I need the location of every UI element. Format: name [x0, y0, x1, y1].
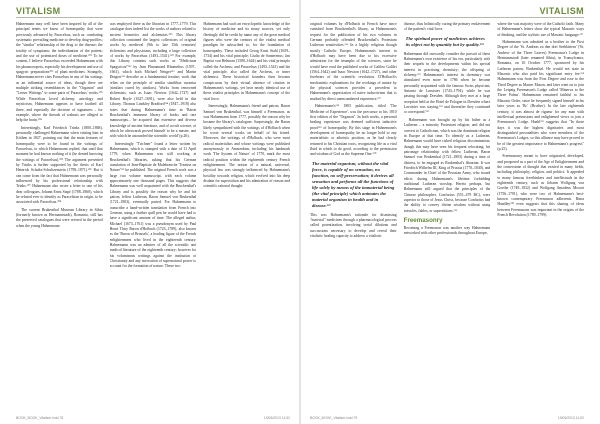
folio-file: BOOK_BOOK_Vitalism.indd 78 — [16, 416, 64, 420]
paragraph: Hahnemann's²¹⁸ 1805 publication, titled 'The Medicine of Experience', was the precursor to his 1810 first edition of the "Organon". In both works, a personal healing experience was deemed sufficient inductive proof²¹⁹ of homeopathy. By this stage in Hahnemann's development of homeopathy he no longer held to any materialistic or atheistic position, as he had clearly returned to his Christian roots, recognizing life as a vital fluid in which to do good, according to the permission and wisdom of God as the Supreme One.²²⁰ — [310, 104, 397, 157]
running-header: VITALISM — [16, 6, 61, 16]
section-heading: Freemasonry — [403, 217, 443, 224]
folio-file: BOOK_BOOK_Vitalism.indd 79 — [310, 416, 358, 420]
paragraph: where the vast majority were of the Catholic faith. Many of Hahnemann's letters show the typical Masonic ways of thinking, and the stylistic use of Masonic language.²²⁷ — [497, 22, 585, 37]
paragraph: was employed there as the librarian in 1777–1779. This catalogue does indeed list the works of authors related to ancient hermetics and alchemists.²⁰⁹ This library collection contained the largest collections of original works by medieval (9th to late 15th centuries) alchemists and physicians, including a large collection of works by Paracelsus (1493–1541).²¹⁰ For example, this Library contains such works as "Medicinae Spagyricae"²¹¹ by Jean Pharamond Rhumelius (1597–1661), which both Michael Neuger²¹² and Martin Dingerr²¹³ describe as a fundamental treatise; work that relies on the principle of similia similibus curantur (similars cured by similars). Works from renowned alchemists, such as Isaac Newton (1642–1727) and Robert Boyle (1627–1691), were also held in this Library. Thomas Lindsley Bradford²¹⁴ (1847–1918) also notes that during Hahnemann's time in 'Baron Bruckenthal's immense library of books and rare manuscripts... he acquired that extensive and diverse knowledge of ancient literature, and of occult science, of which he afterwards proved himself to be a master, and with which he astounded the scientific world' (p.26). — [109, 22, 197, 139]
header-rule — [16, 17, 290, 18]
paragraph: This was Hahnemann's rationale for dismissing "material" medicines through a pharmacological process called potentization, involving serial dilutions and succussions necessary to develop and reveal their vitalistic healing capacity to address a vitalistic — [310, 212, 397, 238]
paragraph: Interestingly "Trichner" found a letter written by Hahnemann, which is stamped with a date of 11 April 1779, when Hahnemann was still working at Bruckenthal's libraries, asking that his German translation of Jean-Baptiste de Malebranche 'Treatise on Nature'²¹⁵ be published. The original French work was a large two volume manuscript, with each volume approximately one thousand pages. This suggests that Hahnemann was well acquainted with the Bruckenthal's Library and is possibly the reason why he and his patron, fellow Lutheran, Baron Samuel von Brukenthal (1721–1803), eventually parted. For Hahnemann to transcribe a hand-written translation from French into German, using a feather quill pen he would have had to have a significant amount of time. The alleged author, Michael (1673–1761) was a pseudonym used by Paul Henri Thiry Baron d'Holbach (1723–1789), also known as the 'Baron of Brussels', a leading figure of the French enlightenment who lived in the eighteenth century. Hahnemann was an admirer of all the scientific and medical literature of the eighteenth century; however for his voluminous writings against the institution of Christianity and any invocation of supernatural power to account for the formation of nature. These two — [109, 141, 197, 269]
paragraph: Interestingly, Hahnemann's friend and patron, Baron Samuel von Brukenthal, was himself a Freemason, as was Hahnemann from 1777, possibly the reason why he became the library's cataloguer. Surprisingly, the Baron likely sympathized with the writings of d'Holbach when he wrote several works on behalf of his friend. Moreover, the writings of d'Holbach, who were most radical materialists and whose writings were published anonymously in Amsterdam, including his landmark work 'The System of Nature' of 1770, mark the most radical position within the eighteenth century French enlightenment. The notion of a natural, universal, physical law was strongly influenced by Hahnemann's hostility towards religion, which evolved into his deep disdain for superstition and his admiration of reason and scientific rational thought. — [203, 104, 291, 189]
text-column-2 — [110, 22, 197, 400]
paragraph: The current Brukenthal Museum Library in Sibiu (formerly known as Hermannstadt), Romania, still has the preserved catalogues that were revised in the period when the young Hahnemann — [16, 207, 103, 228]
paragraph: Becoming a Freemason was another way Hahnemann networked with other professionals throughout Europe, — [403, 226, 491, 236]
paragraph: original volumes by d'Holbach in French have since vanished from Bruckenthal's library, as Hahnemann's request for the publication of his two volumes in German probably offended Bruckenthal's Protestant Lutheran sensitivities.²¹⁶ In a highly religious though mostly Catholic Europe, Hahnemann's interest in d'Holbach may have been due to his excessive admiration for the triumphs of the sciences, since he would have read the published works of Galileo Galilei (1564–1642) and Isaac Newton (1642–1727), and other forebears of the scientific revolution. D'Holbach's mechanistic explanations for the workings of nature by the physical sciences provides a precedent to Hahnemann's appreciation of naive inductivism that is marked by direct unencumbered experience.²¹⁷ — [310, 22, 397, 101]
text-column-2 — [404, 22, 491, 400]
paragraph: Hahnemann did outwardly consider the pursuit of these Hahnemann's own existence of his era, particularly with their sequels in the developments within his special interest in practising chemistry; the offspring of alchemy.²²³ Hahnemann's interest in chemistry was stimulated even more in 1786 when he became personally acquainted with the famous Swiss physician, Antonio de Lavoisier (1743–1794), while he was passing through Dresden. Although they met at a large reception held at the Hotel de Pologne in Dresden where Lavoisier was staying,²²⁴ and thereafter they continued to correspond.²²⁵ — [403, 51, 491, 115]
quote-citation: ²²² — [479, 41, 484, 47]
paragraph: Hahnemann was admitted as a brother to the First Degree of the 'St. Andreas zu den drei Seeblättern' ('St. Andrew of the Three Leaves) Freemason's Lodge in Hermannstadt (later renamed Sibiu), in Transylvania, Romania, on 16 October 1777, sponsored by his Lutheran patron, Brukenthal. He would not state in Masonic who also paid his significant entry fee.²²⁸ Hahnemann was from the First Degree and rose to the Third Degree as Master Mason, and later went on to join the Leipzig Freemason's Lodge called 'Minerva to the Three Palms'. Hahnemann remained faithful to his Masonic Order, since he frequently signed himself in his later years as 'Br.' (Brother). In the late eighteenth century, it was almost de rigueur for any man with intellectual pretensions and enlightened views to join a Freemason's Lodge. Haehl²²⁹ suggests that "In those days it was the highest dignitaries and most distinguished personalities who were members of the Freemason's Lodges, so this alliance may have proved to be of the greatest importance to Hahnemann's progress" (p.25). — [497, 40, 585, 151]
quote-text: The spiritual power of medicines achieves its object not by quantity but by quality. — [405, 35, 485, 47]
paragraph: Interestingly, Karl Friedrich Trinks (1800–1868), personally challenged Hahnemann when visiting him in Köthen in 1827, pointing out that the main features of homeopathy were to be found in the writings of Paracelsus, to which Hahnemann replied, that until that moment he had known nothing of it (he denied knowing the writings of Paracelsus).²⁰⁵ The argument presented by Trinks is further supported by the thesis of Karl Heinrich Schultz-Schultzenstein (1798–1871).²⁰⁶ But it can come from the fact that Hahnemann was personally influenced by his professional relationship with Trinks.²⁰⁷ Hahnemann also wrote a letter to one of his dear colleagues, Johann Ernst Stapf (1788–1860), which he refused ever to identify as Paracelsian in origin, to be associated with Paracelsus.²⁰⁸ — [16, 125, 103, 205]
text-column-3 — [203, 22, 290, 400]
text-column-3 — [497, 22, 584, 400]
paragraph: Hahnemann had such an encyclopedic knowledge of the history of medicine and its many sources, yet only fleetingly did he credit by name any of the great medical figures who were the creators of the vitalist medical paradigm he subscribed to, for the foundation of homeopathy. These included Georg Ernst Stahl (1659–1734) and his vital principle; Giulio de Santerenus; Jan Baptist van Helmont (1580–1644) and his vital principle called the Archeus; and Paracelsus (1493–1541) and his vital principle, also called the Archeus, or inner alchemist. These historical founders then become conspicuous by their virtual absence of citation in Hahnemann's writings, yet bear nearly identical use of these vitalist principles in Hahnemann's concept of the vital force. — [203, 22, 291, 101]
quote-text: The material organism, without the vital force, is capable of no sensation, no function, no self-preservation; it derives all sensation and performs all the functions of life solely by means of the immaterial being (the vital principle) which animates the material organism in health and in disease. — [312, 160, 395, 208]
running-header: VITALISM — [539, 6, 584, 16]
text-column-1 — [310, 22, 397, 400]
pull-quote — [406, 36, 489, 48]
text-column-1 — [16, 22, 103, 400]
text-columns — [16, 22, 290, 400]
folio-date: 19/06/2013 11:52 — [263, 416, 290, 420]
text-columns — [310, 22, 584, 400]
header-rule — [310, 17, 584, 18]
paragraph: Freemasonry meant to have originated, developed, and prospered as a part of the Age of Enlightenment and the cornerstone of thought that existed in many fields, including philosophy, religion, and politics. It appealed to many famous freethinkers and intellectuals in the eighteenth century, such as Johann Wolfgang von Goethe (1749–1832) and Wolfgang Amadeus Mozart (1756–1791), who were two of Hahnemann's best-known contemporary Freemason adherents. Rima Handley²³⁰ even suggests that this sharing of ideas between Freemasons was important in the origins of the French Revolution (1789–1799). — [497, 154, 585, 218]
folio-date: 19/06/2013 11:52 — [557, 416, 584, 420]
pull-quote — [312, 161, 395, 209]
paragraph: disease, thus holistically curing the primary enslavement of the patient's vital force. — [403, 22, 491, 32]
quote-citation: ²²¹ — [326, 202, 331, 208]
paragraph: Hahnemann was brought up by his father as a Lutheran – a minority Protestant religion, and did not convert to Catholicism, which was the dominant religion in Europe at that time. To identify as a Lutheran, Hahnemann would have risked religious discrimination, though this may have seen his frequent relocating; his patronage relationship with fellow Lutheran, Baron Samuel von Brukenthal (1721–1803) during a time of distress, to be engaged as Brukenthal's librarian. It was Friedrich Wilhelm III, King of Prussia (1770–1840), and Commander in Chief of the Prussian Army, who issued edicts during Hahnemann's lifetime forbidding traditional Lutheran worship. Hereto perhaps, but Hahnemann still argued that the principles of the Chinese philosopher, Confucius (551–479 BC), were superior to those of Jesus Christ, because Confucius had the ability to convey divine wisdom without using miracles, fables, or superstitions.²²⁶ — [403, 117, 491, 213]
right-page — [300, 0, 600, 424]
paragraph: Hahnemann may well have been inspired by all of the principal tenets we know of homeopathy that were previously advanced by Paracelsus, such as: combating systematic prevailing medicine to develop drug-profiles; the "similar" relationship of the drug to the disease; the totality of symptoms; the individuation of the patient; and the use of potentized doses of medicine.²⁰¹ To be content, I believe Paracelsus exceeded Hahnemann with his pharmacopeia, especially his development and use of spagyric preparations²⁰² of plant medicines. Strangely, Hahnemann never cites Paracelsus in any of his writings as an influential source of ideas, though there are multiple striking resemblances in the "Organon" and "Lesser Writings" to some parts of Paracelsus' works.²⁰³ While Paracelsus loved alchemy, astrology and mysticism, Hahnemann appears to have loathed all three, and especially the doctrine of signatures – for example, where the threads of walnuts are alleged to help the brain.²⁰⁴ — [16, 22, 103, 123]
